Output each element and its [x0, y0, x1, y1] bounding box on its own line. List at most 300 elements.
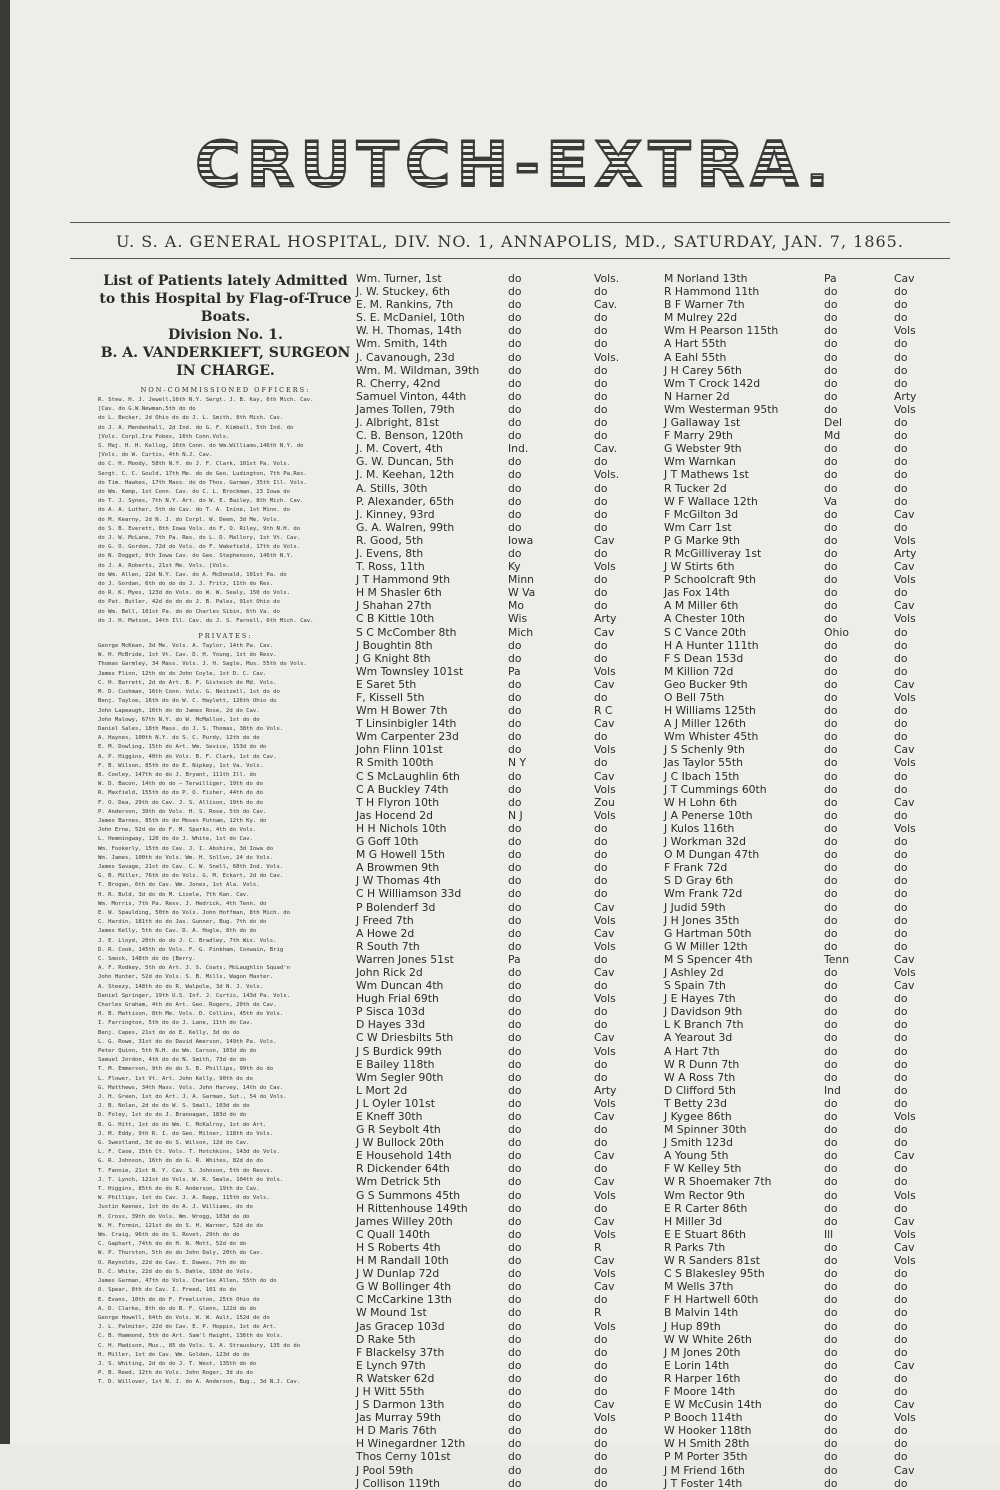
table-row [664, 691, 964, 704]
cell-state: do [824, 979, 838, 993]
list-line: do G. O. Gordon, 72d do Vols. do F. Wakefield, 17th do Vols. [98, 544, 301, 551]
cell-name: J Davidson 9th [664, 1005, 743, 1019]
table-row [356, 351, 656, 364]
cell-state: do [824, 1384, 838, 1398]
cell-state: do [824, 599, 838, 613]
table-row [664, 1202, 964, 1215]
cell-branch: do [894, 520, 908, 534]
cell-state: do [508, 298, 522, 312]
cell-branch: do [894, 717, 908, 731]
table-row [356, 1189, 656, 1202]
table-row [664, 455, 964, 468]
cell-name: H M Shasler 6th [356, 586, 442, 600]
cell-branch: do [594, 481, 608, 495]
list-line: John Lapeaugh, 16th do do James Rose, 2d do Cav. [98, 707, 260, 714]
table-row [664, 1280, 964, 1293]
cell-state: do [824, 691, 838, 704]
cell-name: F, Kissell 5th [356, 691, 425, 704]
cell-state: do [508, 926, 522, 940]
cell-name: Wm Frank 72d [664, 887, 743, 901]
cell-name: J H Witt 55th [356, 1384, 425, 1398]
cell-branch: Vols [894, 756, 916, 770]
cell-state: do [824, 520, 838, 534]
cell-state: do [508, 416, 522, 430]
cell-state: do [824, 1162, 838, 1176]
list-line: A. F. Rodkey, 5th do Art. J. S. Coats, McLaughlin Squad'n [98, 965, 290, 972]
table-row [356, 717, 656, 730]
cell-name: J. Albright, 81st [356, 416, 440, 430]
cell-name: Wm Townsley 101st [356, 664, 464, 678]
cell-branch: do [594, 311, 608, 325]
cell-state: do [508, 1450, 522, 1464]
cell-state: do [824, 900, 838, 914]
cell-state: do [824, 573, 838, 587]
cell-name: J. M. Keehan, 12th [356, 468, 455, 482]
cell-state: do [824, 769, 838, 783]
list-line: T. M. Emmerson, 9th do do S. B. Phillips, 99th do do [98, 1066, 274, 1073]
cell-state: do [824, 1371, 838, 1385]
cell-branch: do [894, 481, 908, 495]
cell-branch: Cav [894, 1358, 915, 1372]
cell-name: Jas Taylor 55th [664, 756, 743, 770]
cell-state: do [824, 782, 838, 796]
table-row [664, 1372, 964, 1385]
table-row [356, 1241, 656, 1254]
list-line: do J. A. Roberts, 21st Me. Vols. [Vols. [98, 562, 230, 569]
cell-name: A Hart 7th [664, 1044, 720, 1058]
table-row [664, 953, 964, 966]
cell-branch: do [594, 1005, 608, 1019]
cell-branch: Vols [894, 1188, 916, 1202]
cell-branch: do [894, 1384, 908, 1398]
cell-state: do [824, 651, 838, 665]
cell-state: do [508, 546, 522, 560]
cell-name: Jas Murray 59th [356, 1411, 441, 1425]
table-row [664, 573, 964, 586]
table-row [356, 848, 656, 861]
list-line: B. Cooley, 147th do do J. Bryant, 111th Ill. do [98, 771, 257, 778]
cell-state: do [824, 717, 838, 731]
cell-name: James Willey 20th [356, 1214, 453, 1228]
table-row [664, 704, 964, 717]
cell-branch: do [894, 1437, 908, 1451]
list-line: D. C. White, 22d do do S. Dahle, 103d do Vols. [98, 1268, 253, 1275]
cell-state: do [508, 1384, 522, 1398]
table-row [664, 1293, 964, 1306]
table-row [356, 364, 656, 377]
cell-name: Wm Carpenter 23d [356, 730, 459, 744]
cell-branch: Vols. [594, 350, 620, 364]
cell-name: S C McComber 8th [356, 625, 457, 639]
cell-branch: Cav [894, 1240, 915, 1254]
cell-name: A Yearout 3d [664, 1031, 733, 1045]
list-line: R. Maxfield, 155th do do P. O. Fisher, 44th do do [98, 790, 264, 797]
cell-name: M G Howell 15th [356, 848, 445, 862]
table-row [664, 1424, 964, 1437]
cell-state: do [824, 1214, 838, 1228]
cell-branch: do [594, 1384, 608, 1398]
table-row [356, 809, 656, 822]
cell-state: do [508, 1411, 522, 1425]
cell-branch: do [894, 1280, 908, 1294]
cell-name: R McGilliveray 1st [664, 546, 762, 560]
list-line: C. B. Hammond, 5th do Art. Sam'l Haight, 136th do Vols. [98, 1333, 284, 1340]
table-row [356, 1202, 656, 1215]
cell-state: do [824, 481, 838, 495]
cell-state: do [824, 1240, 838, 1254]
cell-state: do [508, 782, 522, 796]
list-line: [Vols. Corpl.Ira Fobes, 16th Conn.Vols. [98, 433, 230, 440]
cell-name: N Harner 2d [664, 389, 730, 403]
cell-state: do [508, 1018, 522, 1032]
cell-branch: do [894, 1057, 908, 1071]
table-row [356, 560, 656, 573]
cell-branch: Cav [894, 272, 915, 285]
cell-state: do [508, 1110, 522, 1123]
table-row [664, 979, 964, 992]
cell-state: do [508, 1031, 522, 1045]
table-row [356, 756, 656, 769]
cell-name: H Winegardner 12th [356, 1437, 466, 1451]
cell-name: A Howe 2d [356, 926, 415, 940]
cell-state: Pa [508, 664, 521, 678]
cell-branch: Cav [894, 1214, 915, 1228]
cell-state: do [508, 1240, 522, 1254]
list-line: do J. A. Mendenhall, 2d Ind. do G. F. Kimball, 5th Ind. do [98, 424, 294, 431]
cell-name: F McGilton 3d [664, 507, 739, 521]
cell-name: E R Carter 86th [664, 1201, 748, 1215]
cell-branch: Arty [894, 389, 917, 403]
cell-name: M Norland 13th [664, 272, 748, 285]
cell-name: M S Spencer 4th [664, 952, 753, 966]
cell-branch: Vols [594, 913, 616, 927]
list-line: do C. H. Moody, 58th N.Y. do J. F. Clark, 101st Pa. Vols. [98, 461, 290, 468]
cell-branch: do [594, 285, 608, 299]
cell-state: do [824, 1070, 838, 1084]
list-line: C. Gaphart, 74th do do H. N. Mott, 52d do do [98, 1241, 247, 1248]
table-row [356, 966, 656, 979]
cell-state: do [508, 717, 522, 731]
cell-branch: Cav [894, 743, 915, 757]
cell-state: do [824, 835, 838, 849]
table-row [664, 1333, 964, 1346]
cell-name: G. W. Duncan, 5th [356, 455, 454, 469]
cell-branch: do [894, 1175, 908, 1189]
table-row [664, 1215, 964, 1228]
cell-name: R Hammond 11th [664, 285, 760, 299]
cell-name: Wm Segler 90th [356, 1070, 444, 1084]
cell-branch: Vols [594, 743, 616, 757]
privates-heading: PRIVATES: [198, 632, 253, 641]
cell-name: S D Gray 6th [664, 874, 734, 888]
cell-name: G Webster 9th [664, 442, 742, 456]
list-line: T. Brogan, 6th do Cav. Wm. Jones, 1st Ala. Vols. [98, 882, 260, 889]
cell-name: J M Friend 16th [664, 1463, 745, 1477]
table-row [664, 482, 964, 495]
cell-name: J Boughtin 8th [356, 638, 433, 652]
cell-name: L Mort 2d [356, 1083, 408, 1097]
cell-state: do [824, 1450, 838, 1464]
cell-name: J W Stirts 6th [664, 560, 735, 574]
cell-branch: Cav [894, 1463, 915, 1477]
table-row [664, 521, 964, 534]
cell-name: J S Darmon 13th [356, 1398, 445, 1412]
list-line: James Savage, 21st do Cav. C. W. Snell, 68th Ind. Vols. [98, 863, 284, 870]
cell-state: Mo [508, 599, 524, 613]
cell-branch: do [594, 1293, 608, 1307]
table-row [356, 534, 656, 547]
cell-branch: Vols [894, 324, 916, 338]
list-line: I. Farrington, 5th do do J. Lane, 11th do Cav. [98, 1020, 253, 1027]
table-row [356, 1149, 656, 1162]
table-row [664, 822, 964, 835]
table-row [356, 1346, 656, 1359]
cell-name: H Miller 3d [664, 1214, 723, 1228]
cell-name: J W Dunlap 72d [356, 1267, 440, 1281]
table-row [664, 1018, 964, 1031]
list-line: W. P. Thurston, 5th do do John Daly, 20th do Cav. [98, 1250, 264, 1257]
cell-branch: do [594, 952, 608, 966]
cell-name: G W Miller 12th [664, 939, 748, 953]
cell-branch: do [594, 573, 608, 587]
cell-branch: do [594, 1450, 608, 1464]
cell-branch: R C [594, 704, 613, 718]
cell-state: do [508, 507, 522, 521]
list-line: F. O. Dea, 29th do Cav. J. S. Allison, 19th do do [98, 799, 264, 806]
cell-branch: do [594, 821, 608, 835]
table-row [664, 1306, 964, 1319]
cell-branch: Vols [594, 939, 616, 953]
list-line: E. M. Dowling, 15th do Art. Wm. Sevice, 153d do do [98, 744, 267, 751]
list-line: A. Haynes, 100th N.Y. do S. C. Purdy, 12th do do [98, 735, 260, 742]
table-row [664, 1267, 964, 1280]
cell-name: J T Mathews 1st [664, 468, 749, 482]
table-row [664, 1228, 964, 1241]
table-row [356, 1293, 656, 1306]
dateline: U. S. A. GENERAL HOSPITAL, DIV. NO. 1, ANNAPOLIS, MD., SATURDAY, JAN. 7, 1865. [116, 232, 904, 251]
cell-branch: do [894, 638, 908, 652]
cell-name: D Clifford 5th [664, 1083, 736, 1097]
list-line: T. Fannie, 21st N. Y. Cav. S. Johnson, 5th do Resvs. [98, 1167, 274, 1174]
cell-branch: do [894, 337, 908, 351]
cell-branch: do [894, 376, 908, 390]
cell-name: C A Buckley 74th [356, 782, 449, 796]
table-row [356, 272, 656, 285]
table-row [664, 1346, 964, 1359]
table-row [356, 1398, 656, 1411]
table-row [356, 429, 656, 442]
cell-state: do [824, 664, 838, 678]
cell-branch: do [894, 1162, 908, 1176]
cell-name: T. Ross, 11th [356, 560, 425, 574]
list-line: Wm. Fookerly, 15th do Cav. J. I. Abshire, 3d Iowa do [98, 845, 274, 852]
cell-branch: Arty [894, 546, 917, 560]
cell-state: Va [824, 494, 838, 508]
cell-name: M Killion 72d [664, 664, 734, 678]
table-row [356, 1464, 656, 1477]
table-row [664, 887, 964, 900]
cell-state: do [508, 730, 522, 744]
table-row [664, 599, 964, 612]
list-line: W. H. McBride, 1st Vt. Cav. D. H. Young, 1st do Resv. [98, 652, 277, 659]
cell-name: J T Hammond 9th [356, 573, 451, 587]
cell-name: Wm T Crock 142d [664, 376, 761, 390]
table-row [664, 1149, 964, 1162]
cell-name: M Wells 37th [664, 1280, 734, 1294]
list-line: James Barnes, 85th do do Moses Putnam, 12th Ky. do [98, 817, 267, 824]
list-line: James Flinn, 12th do do John Coyle, 1st D. C. Cav. [98, 670, 267, 677]
cell-state: do [824, 939, 838, 953]
list-line: E. Evans, 10th do do F. Freeliston, 25th Ohio do [98, 1296, 260, 1303]
cell-state: do [508, 1005, 522, 1019]
cell-state: do [824, 1044, 838, 1058]
cell-name: J S Burdick 99th [356, 1044, 442, 1058]
cell-name: E Bailey 118th [356, 1057, 435, 1071]
cell-state: do [824, 1267, 838, 1281]
cell-name: C. B. Benson, 120th [356, 429, 464, 443]
list-line: Benj. Tayloe, 16th do do W. C. Haylett, 126th Ohio do [98, 698, 277, 705]
list-line: George Howell, 64th do Vols. W. W. Ault, 152d do do [98, 1314, 270, 1321]
cell-state: do [508, 979, 522, 993]
cell-state: do [824, 1201, 838, 1215]
cell-branch: do [594, 1437, 608, 1451]
table-row [356, 652, 656, 665]
cell-state: do [508, 429, 522, 443]
cell-state: do [824, 1254, 838, 1268]
list-line: R. Stew. H. J. Jewell,16th N.Y. Sergt. J. B. Kay, 6th Mich. Cav. [98, 397, 314, 403]
cell-name: G. A. Walren, 99th [356, 520, 455, 534]
table-row [664, 377, 964, 390]
table-row [356, 704, 656, 717]
cell-state: do [508, 1293, 522, 1307]
table-row [664, 612, 964, 625]
table-row [356, 416, 656, 429]
table-row [664, 1071, 964, 1084]
cell-state: do [508, 389, 522, 403]
cell-state: do [824, 363, 838, 377]
cell-name: F Marry 29th [664, 429, 733, 443]
cell-name: P Bolenderf 3d [356, 900, 436, 914]
table-row [356, 612, 656, 625]
cell-branch: do [894, 416, 908, 430]
table-row [664, 416, 964, 429]
table-row [356, 1228, 656, 1241]
table-row [356, 1162, 656, 1175]
cell-state: do [508, 520, 522, 534]
cell-state: do [508, 939, 522, 953]
cell-name: J A Penerse 10th [664, 808, 753, 822]
list-line: T. D. Willover, 1st N. J. do A. Anderson, Bug., 3d N.J. Cav. [98, 1379, 301, 1386]
cell-name: W W White 26th [664, 1332, 752, 1346]
table-row [356, 1045, 656, 1058]
table-row [664, 1175, 964, 1188]
cell-state: Ill [824, 1227, 834, 1241]
table-row [664, 665, 964, 678]
cell-state: do [508, 285, 522, 299]
cell-state: do [508, 376, 522, 390]
list-line: C. H. Barrett, 2d do Art. B. F. Gisteich do Md. Vols. [98, 679, 277, 686]
cell-name: W R Shoemaker 7th [664, 1175, 772, 1189]
cell-branch: Vols [894, 1227, 916, 1241]
cell-name: W Hooker 118th [664, 1424, 752, 1438]
cell-name: Wm H Pearson 115th [664, 324, 779, 338]
cell-state: Ohio [824, 625, 849, 639]
cell-name: A J Miller 126th [664, 717, 746, 731]
cell-branch: do [894, 1267, 908, 1281]
table-row [664, 1031, 964, 1044]
cell-branch: do [594, 730, 608, 744]
cell-state: do [824, 612, 838, 626]
cell-name: Wm Carr 1st [664, 520, 732, 534]
cell-state: do [508, 1345, 522, 1359]
cell-state: do [824, 1306, 838, 1320]
cell-branch: Cav [894, 952, 915, 966]
table-row [356, 1359, 656, 1372]
cell-branch: Cav [894, 560, 915, 574]
cell-name: P Schoolcraft 9th [664, 573, 757, 587]
cell-branch: Vols [594, 1267, 616, 1281]
table-row [356, 783, 656, 796]
table-row [356, 1136, 656, 1149]
table-row [664, 560, 964, 573]
cell-state: do [508, 1162, 522, 1176]
table-row [664, 429, 964, 442]
cell-state: do [508, 1319, 522, 1333]
cell-name: J Shahan 27th [356, 599, 432, 613]
table-row [356, 861, 656, 874]
table-row [664, 1084, 964, 1097]
cell-state: Tenn [824, 952, 850, 966]
table-row [664, 468, 964, 481]
cell-state: Pa [824, 272, 837, 285]
cell-branch: do [894, 298, 908, 312]
list-line: Wm. James, 100th do Vols. Wm. H. Snllvn, 24 do Vols. [98, 854, 274, 861]
cell-state: do [824, 1437, 838, 1451]
cell-name: S. E. McDaniel, 10th [356, 311, 465, 325]
cell-state: do [824, 1332, 838, 1346]
table-row [356, 979, 656, 992]
cell-name: E Lynch 97th [356, 1358, 426, 1372]
cell-state: do [508, 1267, 522, 1281]
cell-name: F W Kelley 5th [664, 1162, 742, 1176]
cell-name: J H Carey 56th [664, 363, 742, 377]
column-officers [98, 272, 353, 1426]
cell-branch: do [594, 1345, 608, 1359]
table-row [664, 874, 964, 887]
cell-branch: do [594, 376, 608, 390]
cell-branch: do [594, 1057, 608, 1071]
cell-state: do [824, 743, 838, 757]
cell-state: do [824, 1123, 838, 1137]
table-row [356, 770, 656, 783]
cell-state: do [508, 1280, 522, 1294]
list-line: J. T. Lynch, 121st do Vols. W. R. Smale, 104th do Vols. [98, 1176, 284, 1183]
cell-branch: Vols [894, 573, 916, 587]
cell-name: O M Dungan 47th [664, 848, 760, 862]
cell-name: W R Dunn 7th [664, 1057, 740, 1071]
list-line: B. G. Hitt, 1st do do Wm. C. McKalroy, 1st do Art. [98, 1121, 267, 1128]
cell-branch: Cav [894, 979, 915, 993]
cell-state: Ky [508, 560, 521, 574]
cell-name: J C Ibach 15th [664, 769, 740, 783]
list-line: John Malowy, 67th N.Y. do W. McMallon, 1st do do [98, 716, 260, 723]
cell-state: do [508, 887, 522, 901]
list-line: Thomas Garmley, 34 Mass. Vols. J. H. Sagle, Mus. 55th do Vols. [98, 661, 307, 668]
table-row [664, 940, 964, 953]
cell-name: J S Schenly 9th [664, 743, 745, 757]
cell-branch: Zou [594, 795, 615, 809]
cell-branch: do [594, 887, 608, 901]
